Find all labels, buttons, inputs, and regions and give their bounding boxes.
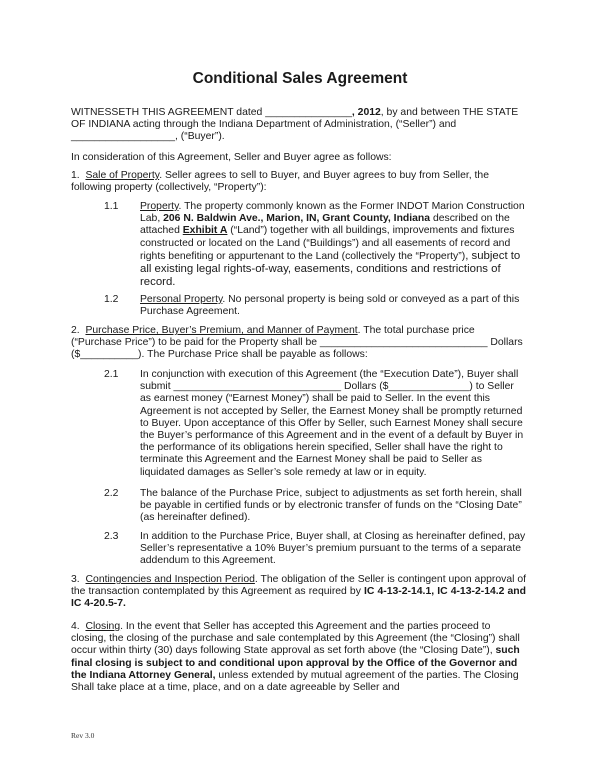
- section-2-1-number: 2.1: [104, 369, 119, 380]
- section-4-closing: 4. Closing. In the event that Seller has accepted this Agreement and the parties proceed to closing, the closing of the purchase and sale contemplated by this Agreement (the “Closing”) shall occur within thirty (30) days following State approval as set forth above (the “Closing Date”), such final closing is subject to and conditional upon approval by the Office of the Governor and the Indiana Attorney General, unless extended by mutual agreement of the parties. The Closing Shall take place at a time, place, and on a date agreeable by Seller and: [71, 621, 520, 694]
- section-1-sale-of-property: 1. Sale of Property. Seller agrees to sell to Buyer, and Buyer agrees to buy from Seller, the following property (collectively, “Property”):: [71, 170, 489, 194]
- section-1-1-property: Property. The property commonly known as the Former INDOT Marion Construction Lab, 206 N. Baldwin Ave., Marion, IN, Grant County, Indiana described on the attached Exhibit A (“Land”) together with all buildings, improvements and fixtures constructed or located on the Land (“Buildings”) and all easements of record and rights benefiting or appurtenant to the Land (collectively the “Property”), subject to all existing legal rights-of-way, easements, conditions and restrictions of record.: [140, 201, 525, 289]
- section-1-1-number: 1.1: [104, 201, 119, 212]
- document-title: Conditional Sales Agreement: [192, 70, 408, 87]
- section-1-2-personal-property: Personal Property. No personal property is being sold or conveyed as a part of this Purchase Agreement.: [140, 294, 520, 318]
- section-2-1-earnest-money: In conjunction with execution of this Agreement (the “Execution Date”), Buyer shall submit _____________________________ Dollars ($______________) to Seller as earnest money (“Earnest Money”) shall be paid to Seller. In the event this Agreement is not accepted by Seller, the Earnest Money shall be promptly returned to Buyer. Upon acceptance of this Offer by Seller, such Earnest Money shall secure the Buyer’s performance of this Agreement and in the event of a default by Buyer in the performance of its obligations herein specified, Seller shall have the right to terminate this Agreement and the Earnest Money shall be paid to Seller as liquidated damages as Seller’s sole remedy at law or in equity.: [140, 369, 524, 478]
- section-2-3-number: 2.3: [104, 531, 119, 542]
- section-2-2-balance: The balance of the Purchase Price, subject to adjustments as set forth herein, shall be payable in certified funds or by electronic transfer of funds on the “Closing Date” (as hereinafter defined).: [140, 488, 522, 524]
- section-2-2-number: 2.2: [104, 488, 119, 499]
- section-1-2-number: 1.2: [104, 294, 119, 305]
- consideration-paragraph: In consideration of this Agreement, Seller and Buyer agree as follows:: [71, 152, 392, 163]
- section-2-3-buyers-premium: In addition to the Purchase Price, Buyer shall, at Closing as hereinafter defined, pay Seller’s representative a 10% Buyer’s premium pursuant to the terms of a separate addendum to this Agreement.: [140, 531, 526, 567]
- section-2-purchase-price: 2. Purchase Price, Buyer’s Premium, and Manner of Payment. The total purchase price (“Purchase Price”) to be paid for the Property shall be _____________________________ Dollars ($__________). The Purchase Price shall be payable as follows:: [71, 325, 523, 361]
- revision-footer: Rev 3.0: [71, 731, 95, 740]
- section-3-contingencies: 3. Contingencies and Inspection Period. The obligation of the Seller is contingent upon approval of the transaction contemplated by this Agreement as required by IC 4-13-2-14.1, IC 4-13-2-14.2 and IC 4-20.5-7.: [71, 574, 527, 610]
- witness-paragraph: WITNESSETH THIS AGREEMENT dated _______________, 2012, by and between THE STATE OF INDIANA acting through the Indiana Department of Administration, (“Seller”) and __________________, (“Buyer”).: [71, 107, 519, 143]
